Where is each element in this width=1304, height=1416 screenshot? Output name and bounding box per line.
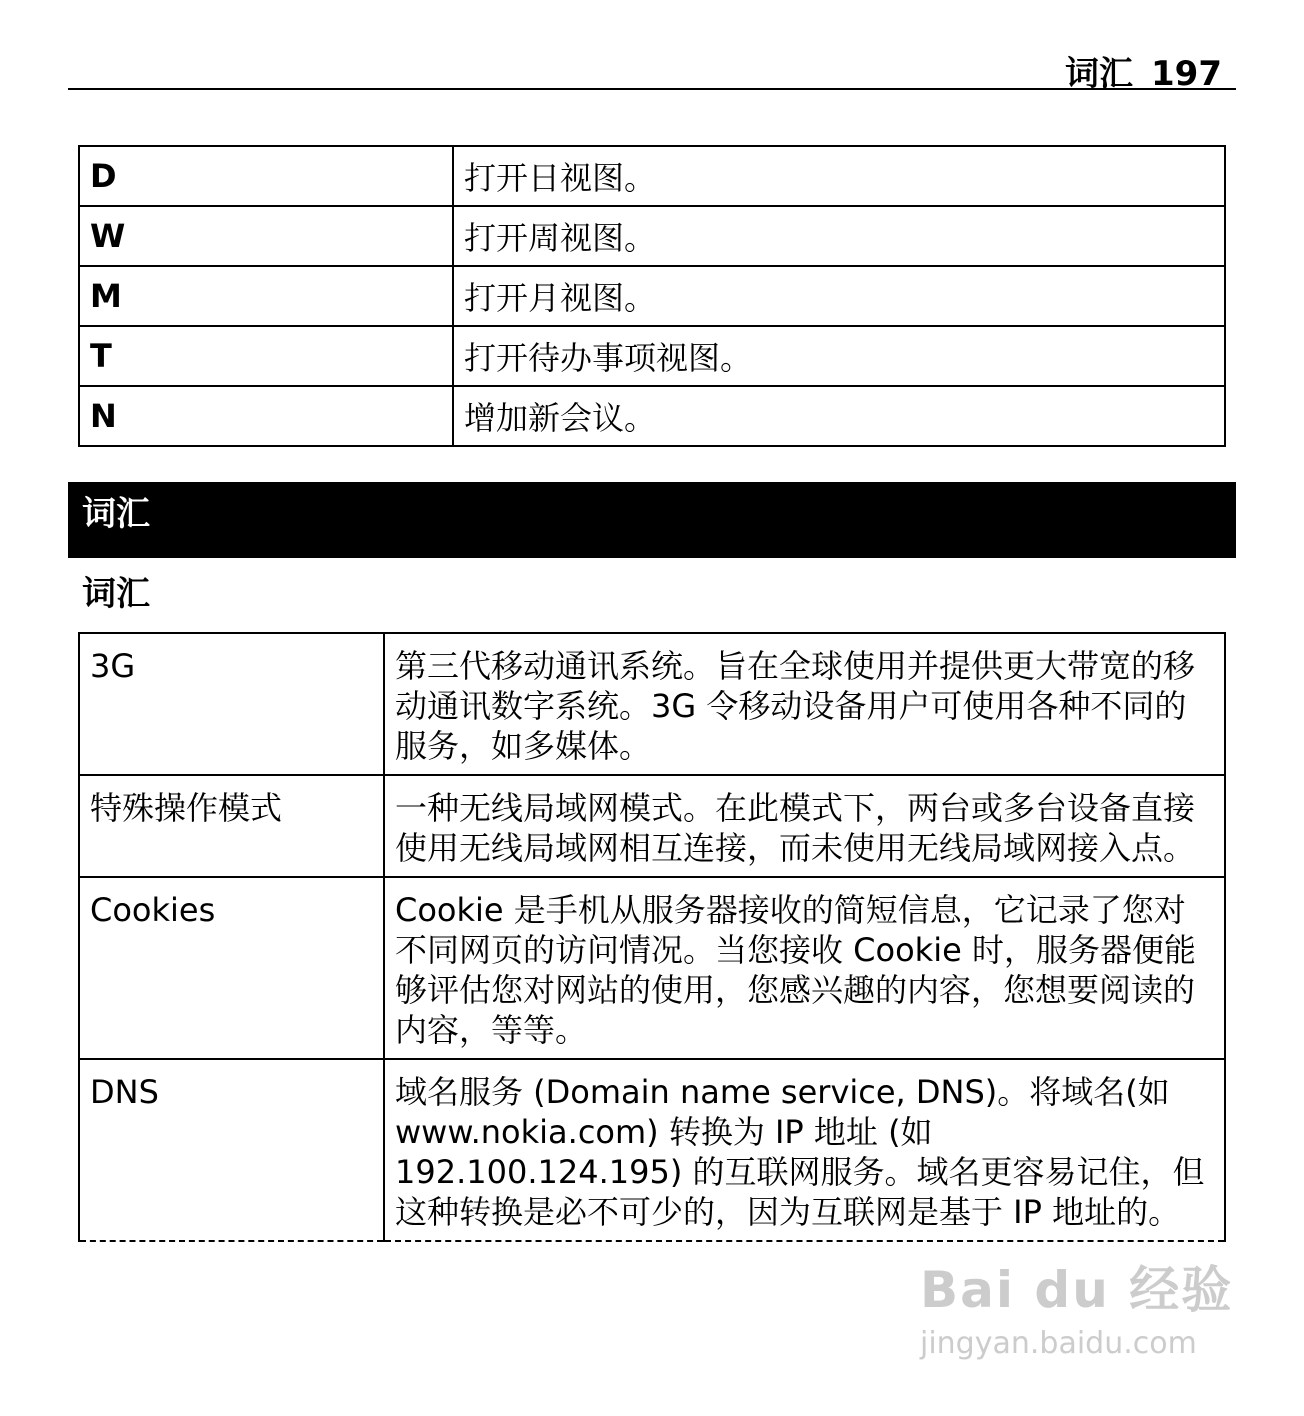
shortcut-description: 打开周视图。 <box>453 206 1225 266</box>
watermark <box>920 1250 1233 1361</box>
table-row <box>79 266 1225 326</box>
shortcut-key: M <box>79 266 453 326</box>
table-row <box>79 326 1225 386</box>
table-row <box>79 1059 1225 1241</box>
shortcut-key: N <box>79 386 453 446</box>
table-row <box>79 206 1225 266</box>
glossary-definition: Cookie 是手机从服务器接收的简短信息，它记录了您对不同网页的访问情况。当您接收 Cookie 时，服务器便能够评估您对网站的使用，您感兴趣的内容，您想要阅读的内容，等等。 <box>384 877 1225 1059</box>
shortcut-key: D <box>79 146 453 206</box>
table-row <box>79 386 1225 446</box>
glossary-term: Cookies <box>79 877 384 1059</box>
watermark-brand: Bai du 经验 <box>920 1261 1234 1319</box>
shortcut-description: 打开待办事项视图。 <box>453 326 1225 386</box>
glossary-term: 特殊操作模式 <box>79 775 384 877</box>
table-row <box>79 633 1225 775</box>
section-title: 词汇 <box>82 494 150 534</box>
table-row <box>79 877 1225 1059</box>
watermark-url: jingyan.baidu.com <box>920 1326 1197 1361</box>
header-title: 词汇 <box>1065 54 1134 94</box>
shortcut-description: 打开日视图。 <box>453 146 1225 206</box>
section-subheading: 词汇 <box>82 574 150 614</box>
page-number: 197 <box>1151 54 1222 94</box>
table-row <box>79 146 1225 206</box>
glossary-definition: 一种无线局域网模式。在此模式下，两台或多台设备直接使用无线局域网相互连接，而未使用无线局域网接入点。 <box>384 775 1225 877</box>
table-row <box>79 775 1225 877</box>
section-title-bar <box>68 482 1236 558</box>
glossary-definition: 第三代移动通讯系统。旨在全球使用并提供更大带宽的移动通讯数字系统。3G 令移动设备用户可使用各种不同的服务，如多媒体。 <box>384 633 1225 775</box>
shortcut-key: T <box>79 326 453 386</box>
shortcut-description: 打开月视图。 <box>453 266 1225 326</box>
shortcut-key: W <box>79 206 453 266</box>
glossary-definition: 域名服务 (Domain name service, DNS)。将域名(如 www.nokia.com) 转换为 IP 地址 (如 192.100.124.195) 的互联网服务。域名更容易记住，但这种转换是必不可少的，因为互联网是基于 IP 地址的。 <box>384 1059 1225 1241</box>
running-header <box>1065 46 1222 95</box>
glossary-table <box>78 632 1226 1242</box>
shortcut-table <box>78 145 1226 447</box>
shortcut-description: 增加新会议。 <box>453 386 1225 446</box>
page-header <box>68 40 1236 94</box>
glossary-term: DNS <box>79 1059 384 1241</box>
glossary-term: 3G <box>79 633 384 775</box>
